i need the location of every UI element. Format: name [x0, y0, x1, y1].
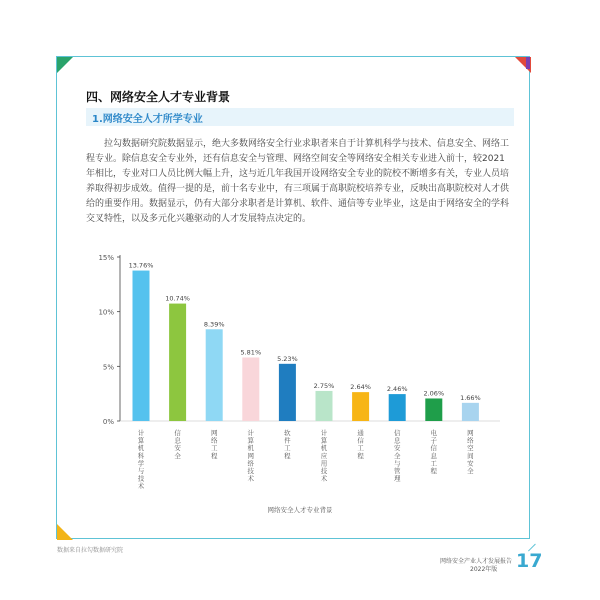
- footer-source: 数据来自拉勾数据研究院: [57, 547, 124, 554]
- category-label: 信息安全与管理: [393, 429, 401, 483]
- footer-report-year: 2022年版: [470, 566, 498, 573]
- bar: [389, 394, 406, 421]
- paragraph-line: 拉勾数据研究院数据显示，绝大多数网络安全行业求职者来自于计算机科学与技术、信息安全、网络工: [104, 139, 510, 149]
- bar-value-label: 8.39%: [203, 320, 225, 329]
- category-label: 信息安全: [174, 429, 181, 460]
- bar: [133, 271, 150, 421]
- bar-value-label: 2.64%: [350, 383, 371, 392]
- bar: [462, 403, 479, 421]
- bar: [425, 398, 442, 421]
- bar: [242, 357, 259, 421]
- bar-value-label: 10.74%: [165, 294, 190, 303]
- bar-value-label: 2.75%: [313, 381, 335, 390]
- category-label: 计算机科学与技术: [137, 429, 145, 491]
- bar: [352, 392, 369, 421]
- page-number: 17: [516, 550, 543, 572]
- bar: [279, 364, 296, 421]
- section-title: 四、网络安全人才专业背景: [86, 90, 231, 104]
- bar-value-label: 2.46%: [386, 385, 408, 394]
- bar: [316, 391, 333, 421]
- paragraph-line: 程专业。除信息安全专业外，还有信息安全与管理、网络空间安全等网络安全相关专业进入前十，较2021: [86, 154, 505, 164]
- category-label: 电子信息工程: [430, 429, 438, 475]
- category-label: 计算机应用技术: [320, 429, 328, 483]
- bar-value-label: 2.06%: [423, 389, 445, 398]
- bar-value-label: 5.23%: [277, 354, 298, 363]
- y-tick-label: 5%: [102, 363, 114, 372]
- y-tick-label: 10%: [98, 308, 114, 317]
- paragraph-line: 年相比，专业对口人员比例大幅上升，这与近几年我国开设网络安全专业的院校不断增多有关，专业人员培: [86, 169, 510, 179]
- paragraph-line: 养取得初步成效。值得一提的是，前十名专业中，有三项属于高职院校培养专业，反映出高职院校对人才供: [86, 184, 510, 194]
- y-tick-label: 15%: [98, 254, 114, 262]
- bar: [169, 304, 186, 421]
- bar-value-label: 1.66%: [460, 393, 481, 402]
- bar-value-label: 13.76%: [128, 261, 154, 270]
- subsection-title: 1.网络安全人才所学专业: [92, 114, 203, 125]
- bar-value-label: 5.81%: [240, 348, 262, 357]
- category-label: 通信工程: [357, 429, 364, 460]
- category-label: 计算机网络技术: [247, 429, 255, 483]
- category-label: 软件工程: [284, 429, 291, 460]
- category-label: 网络工程: [210, 429, 218, 460]
- paragraph-line: 交叉特性，以及多元化兴趣驱动的人才发展特点决定的。: [86, 214, 312, 224]
- bar: [206, 329, 223, 421]
- chart-x-axis-title: 网络安全人才专业背景: [267, 506, 333, 514]
- footer-report-title: 网络安全产业人才发展报告: [440, 558, 513, 565]
- category-label: 网络空间安全: [467, 429, 474, 475]
- y-tick-label: 0%: [102, 418, 114, 426]
- paragraph-line: 给的重要作用。数据显示，仍有大部分求职者是计算机、软件、通信等专业毕业，这是由于网络安全的学科: [86, 199, 510, 209]
